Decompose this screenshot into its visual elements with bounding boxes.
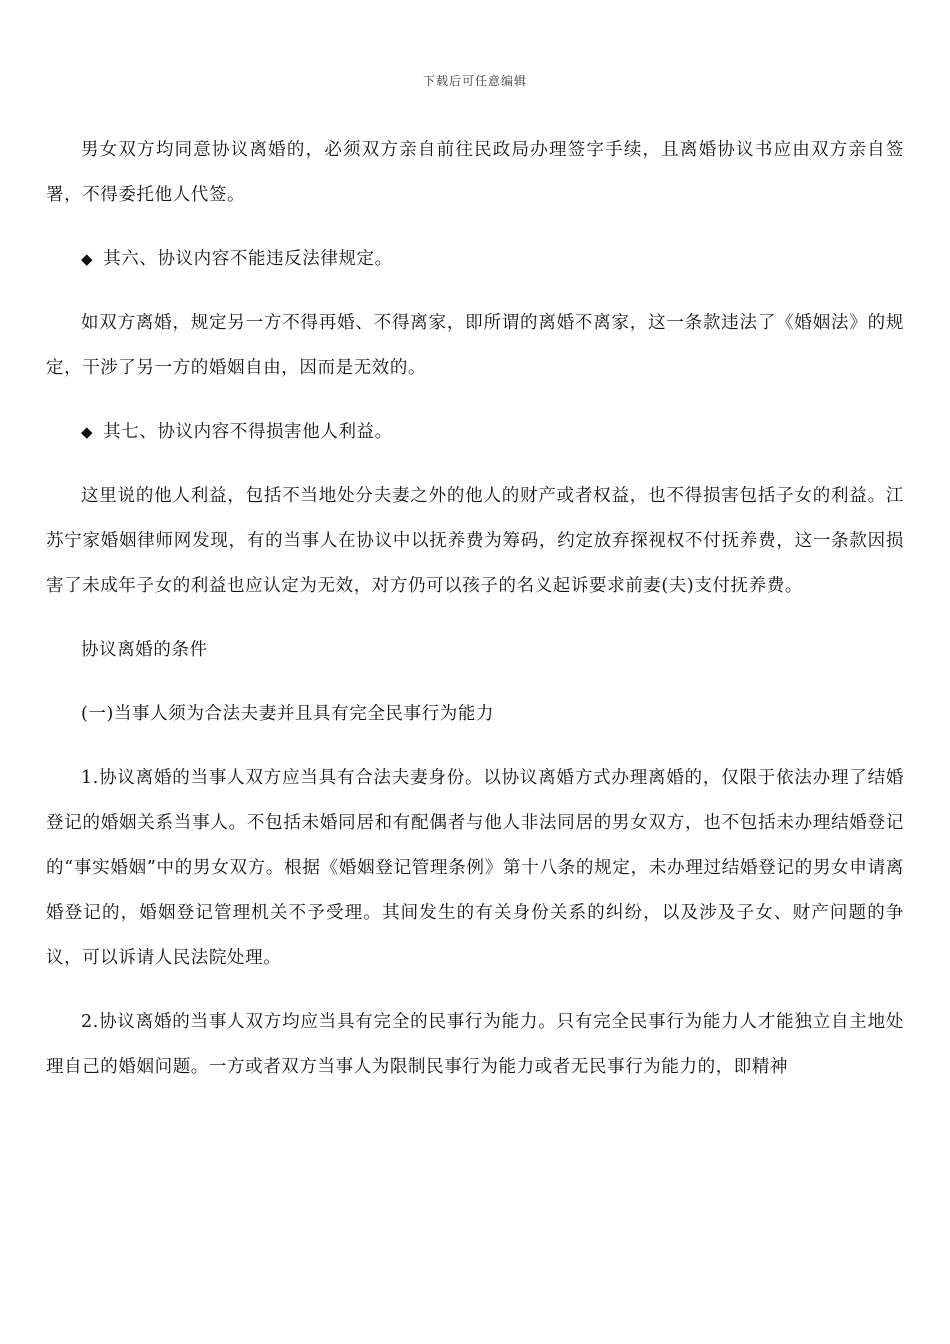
diamond-bullet-icon: ◆ [81,423,94,441]
paragraph-others-interests: 这里说的他人利益，包括不当地处分夫妻之外的他人的财产或者权益，也不得损害包括子女的利益。江苏宁家婚姻律师网发现，有的当事人在协议中以抚养费为筹码，约定放弃探视权不付抚养费，这一条款因损害了未成年子女的利益也应认定为无效，对方仍可以孩子的名义起诉要求前妻(夫)支付抚养费。 [46,486,904,596]
bullet-item-7 [46,410,904,455]
section-heading: 协议离婚的条件 [81,640,208,660]
bullet-item-6 [46,237,904,282]
bullet-item-7-text: 其七、协议内容不得损害他人利益。 [103,422,393,442]
document-body [46,128,904,1109]
bullet-item-6-text: 其六、协议内容不能违反法律规定。 [103,249,393,269]
paragraph-signing: 男女双方均同意协议离婚的，必须双方亲自前往民政局办理签字手续，且离婚协议书应由双方亲自签署，不得委托他人代签。 [46,140,904,205]
paragraph-civil-capacity: 2.协议离婚的当事人双方均应当具有完全的民事行为能力。只有完全民事行为能力人才能独立自主地处理自己的婚姻问题。一方或者双方当事人为限制民事行为能力或者无民事行为能力的，即精神 [46,1012,904,1077]
page-header: 下载后可任意编辑 [422,74,527,88]
paragraph-legal-spouse: 1.协议离婚的当事人双方应当具有合法夫妻身份。以协议离婚方式办理离婚的，仅限于依法办理了结婚登记的婚姻关系当事人。不包括未婚同居和有配偶者与他人非法同居的男女双方，也不包括未办理结婚登记的“事实婚姻”中的男女双方。根据《婚姻登记管理条例》第十八条的规定，未办理过结婚登记的男女申请离婚登记的，婚姻登记管理机关不予受理。其间发生的有关身份关系的纠纷，以及涉及子女、财产问题的争议，可以诉请人民法院处理。 [46,768,904,968]
diamond-bullet-icon: ◆ [81,250,94,268]
subsection-heading: (一)当事人须为合法夫妻并且具有完全民事行为能力 [81,704,495,724]
paragraph-remarriage: 如双方离婚，规定另一方不得再婚、不得离家，即所谓的离婚不离家，这一条款违法了《婚姻法》的规定，干涉了另一方的婚姻自由，因而是无效的。 [46,313,904,378]
